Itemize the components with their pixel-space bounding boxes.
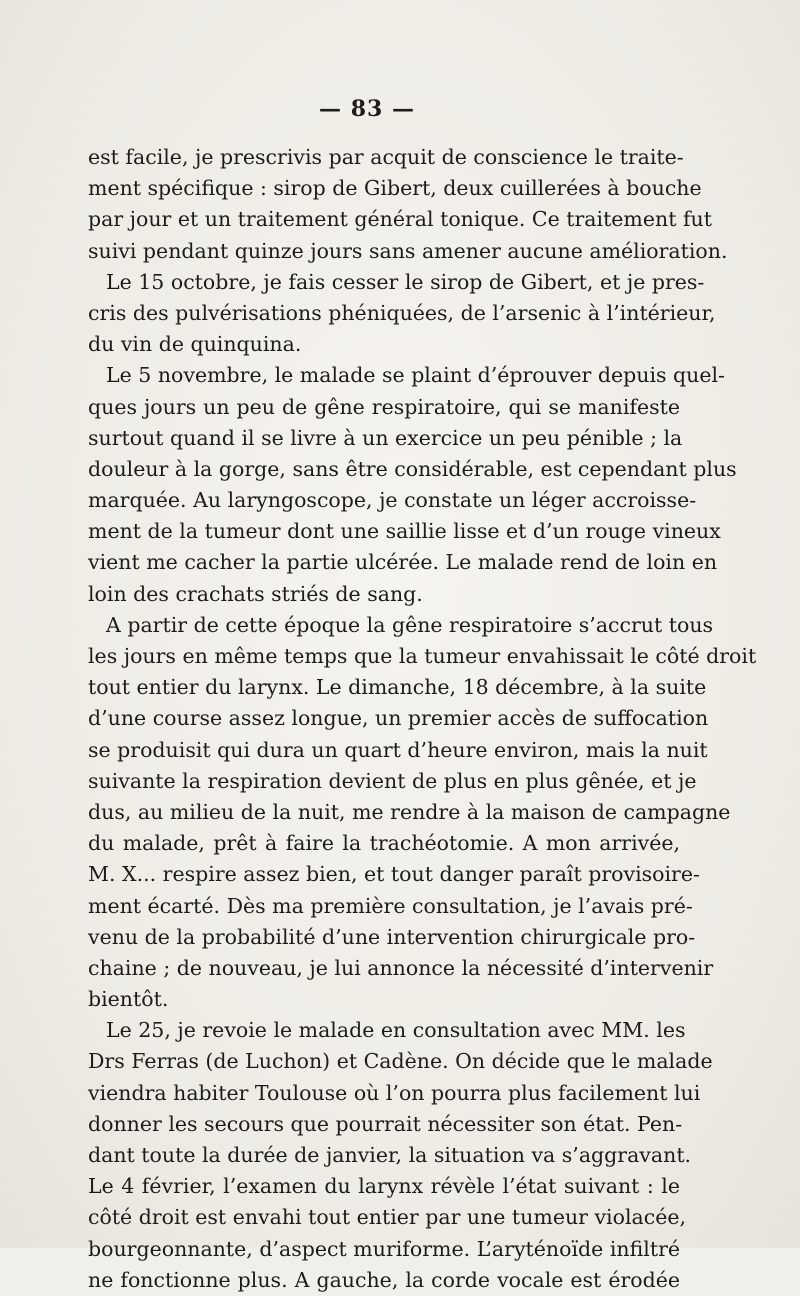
text-line: A partir de cette époque la gêne respiratoire s’accrut tous [106,612,714,637]
text-line: suivi pendant quinze jours sans amener aucune amélioration. [88,238,728,263]
text-line: par jour et un traitement général tonique. Ce traitement fut [88,207,712,232]
text-line: Drs Ferras (de Luchon) et Cadène. On décide que le malade [88,1049,713,1074]
text-line: ment écarté. Dès ma première consultation, je l’avais pré- [88,893,693,918]
text-line: chaine ; de nouveau, je lui annonce la nécessité d’intervenir [88,955,714,980]
text-line: dant toute la durée de janvier, la situation va s’aggravant. [88,1143,692,1167]
text-line: cris des pulvérisations phéniquées, de l’arsenic à l’intérieur, [88,300,716,325]
text-line: ment spécifique : sirop de Gibert, deux cuillerées à bouche [88,176,702,201]
text-line: Le 5 novembre, le malade se plaint d’éprouver depuis quel- [106,363,725,388]
text-line: ne fonctionne plus. A gauche, la corde vocale est érodée [88,1267,680,1292]
text-line: venu de la probabilité d’une intervention chirurgicale pro- [88,924,696,949]
text-line: surtout quand il se livre à un exercice un peu pénible ; la [88,425,683,450]
text-line: les jours en même temps que la tumeur envahissait le côté droit [88,644,757,668]
page-number: — 83 — [319,96,415,122]
text-line: vient me cacher la partie ulcérée. Le malade rend de loin en [88,550,718,575]
text-line: tout entier du larynx. Le dimanche, 18 décembre, à la suite [88,675,707,700]
text-line: est facile, je prescrivis par acquit de conscience le traite- [88,145,684,169]
text-line: ques jours un peu de gêne respiratoire, qui se manifeste [88,394,680,419]
text-line: dus, au milieu de la nuit, me rendre à la maison de campagne [88,799,731,824]
text-line: Le 25, je revoie le malade en consultation avec MM. les [106,1018,686,1043]
text-line: bientôt. [88,987,169,1012]
text-line: marquée. Au laryngoscope, je constate un léger accroisse- [88,488,697,513]
text-line: loin des crachats striés de sang. [88,581,423,606]
text-line: Le 15 octobre, je fais cesser le sirop de Gibert, et je pres- [106,269,705,294]
text-line: d’une course assez longue, un premier accès de suffocation [88,706,709,731]
text-line: bourgeonnante, d’aspect muriforme. L’aryténoïde infiltré [88,1236,680,1261]
text-line: douleur à la gorge, sans être considérable, est cependant plus [88,456,737,481]
text-line: viendra habiter Toulouse où l’on pourra plus facilement lui [88,1080,701,1105]
text-line: suivante la respiration devient de plus en plus gênée, et je [88,768,697,793]
text-line: du malade, prêt à faire la trachéotomie. A mon arrivée, [88,831,680,856]
text-line: côté droit est envahi tout entier par une tumeur violacée, [88,1205,686,1230]
text-line: Le 4 février, l’examen du larynx révèle l’état suivant : le [88,1174,680,1199]
text-line: se produisit qui dura un quart d’heure environ, mais la nuit [88,737,708,762]
text-line: M. X... respire assez bien, et tout danger paraît provisoire- [88,862,700,887]
text-line: du vin de quinquina. [88,332,302,357]
text-line: ment de la tumeur dont une saillie lisse et d’un rouge vineux [88,519,721,544]
text-line: donner les secours que pourrait nécessiter son état. Pen- [88,1111,683,1136]
body-text [88,142,757,1296]
